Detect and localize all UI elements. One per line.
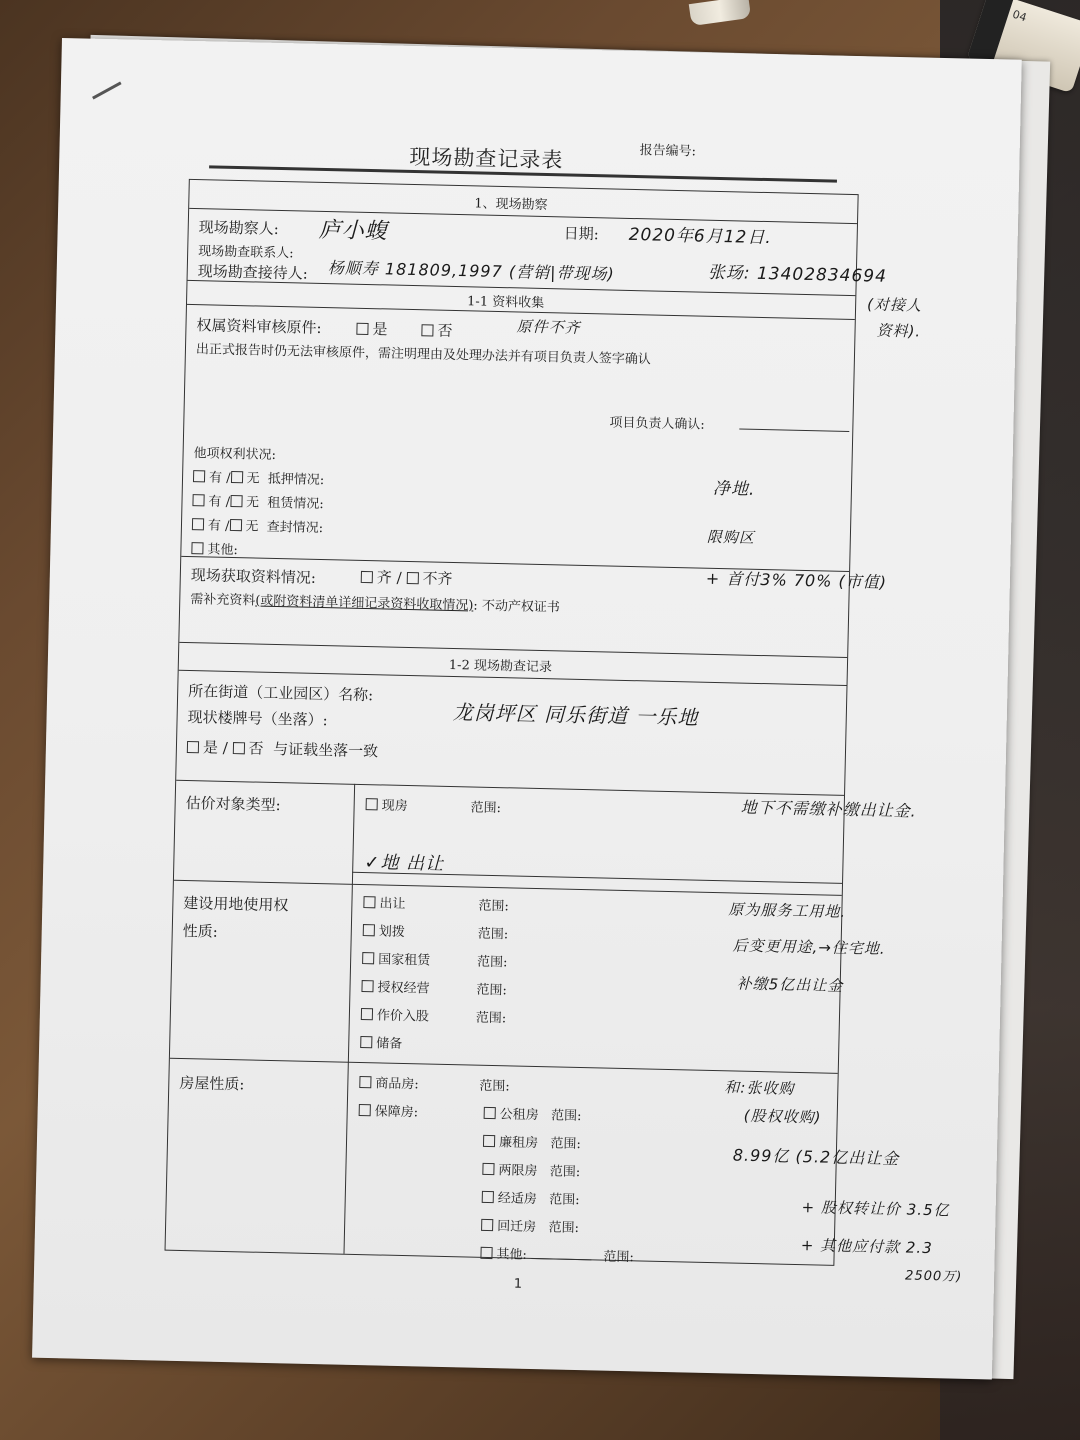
origin-yes-option[interactable]: 是	[356, 318, 387, 340]
house-sub-option[interactable]: 两限房 范围:	[482, 1159, 580, 1180]
signature-line	[739, 428, 849, 431]
form-table	[165, 179, 963, 1285]
range-label: 范围:	[476, 954, 508, 971]
house-note: (股权收购)	[743, 1106, 822, 1127]
staple	[92, 82, 122, 100]
inspector-label: 现场勘察人:	[198, 218, 279, 238]
column-line	[343, 784, 355, 1254]
side-note: 资料).	[876, 321, 922, 341]
supplement-row: 需补充资料(或附资料清单详细记录资料收取情况): 不动产权证书	[190, 592, 561, 616]
section-heading: 1-1 资料收集	[466, 294, 545, 312]
land-option[interactable]: 出让	[363, 892, 405, 912]
land-option[interactable]: 储备	[360, 1032, 402, 1052]
range-label: 范围:	[477, 926, 509, 943]
land-transfer-note: ✓地 出让	[364, 852, 445, 875]
street-label: 所在街道（工业园区）名称:	[188, 682, 374, 705]
land-option[interactable]: 授权经营	[361, 976, 429, 997]
house-note: 8.99亿 (5.2亿出让金	[732, 1145, 900, 1169]
range-label: 范围:	[470, 800, 502, 817]
house-sub-option[interactable]: 廉租房 范围:	[483, 1131, 581, 1152]
date-label: 日期:	[563, 224, 599, 244]
other-row: 其他:	[191, 538, 238, 558]
origin-no-option[interactable]: 否	[421, 319, 452, 341]
mortgage-row: 有 / 无 抵押情况:	[193, 466, 325, 488]
marker-pen: 04	[967, 0, 1080, 93]
land-note: 补缴5亿出让金	[736, 974, 844, 995]
house-label: 房屋性质:	[179, 1073, 245, 1094]
land-option[interactable]: 国家租赁	[362, 948, 430, 969]
inspection-form-paper	[32, 38, 1022, 1379]
land-option[interactable]: 作价入股	[361, 1004, 429, 1025]
range-label: 范围:	[476, 982, 508, 999]
object-note: 地下不需缴补缴出让金.	[740, 797, 917, 821]
land-note: 原为服务工用地.	[728, 900, 847, 922]
section-heading: 1、现场勘察	[474, 196, 548, 214]
lease-row: 有 / 无 租赁情况:	[192, 490, 324, 512]
page-number: 1	[513, 1276, 523, 1292]
house-note: 和:张收购	[724, 1078, 795, 1098]
land-note: 后变更用途,→住宅地.	[732, 936, 886, 958]
address-value: 龙岗坪区 同乐街道 一乐地	[452, 700, 699, 730]
house-note: 2500万)	[904, 1268, 963, 1285]
row-line	[170, 1058, 838, 1074]
range-label: 范围:	[479, 1078, 510, 1095]
contact-label: 现场勘查联系人:	[198, 244, 294, 262]
house-sub-option[interactable]: 回迁房 范围:	[481, 1215, 579, 1236]
land-use-label: 建设用地使用权	[183, 893, 289, 915]
receiver-phone: 张玚: 13402834694	[707, 262, 888, 287]
house-commercial-option[interactable]: 商品房:	[359, 1072, 419, 1092]
checkbox-checked[interactable]	[421, 324, 433, 336]
clean-land-note: 净地.	[712, 478, 756, 500]
origin-instruction: 出正式报告时仍无法审核原件，需注明理由及处理办法并有项目负责人签字确认	[195, 342, 652, 368]
object-type-label: 估价对象类型:	[185, 794, 281, 815]
receiver-value: 杨顺寿 181809,1997 (营销|带现场)	[327, 258, 615, 284]
seal-row: 有 / 无 查封情况:	[192, 514, 324, 536]
origin-check-label: 权属资料审核原件:	[196, 316, 322, 337]
plate-label: 现状楼牌号（坐落）:	[187, 708, 328, 730]
range-label: 范围:	[475, 1010, 507, 1027]
restricted-note: 限购区	[706, 527, 756, 547]
report-number-label: 报告编号:	[639, 143, 697, 160]
house-sub-option[interactable]: 经适房 范围:	[482, 1187, 580, 1208]
other-rights-label: 他项权利状况:	[193, 446, 277, 463]
house-other-option[interactable]: 其他: 范围:	[480, 1243, 634, 1265]
pm-confirm-label: 项目负责人确认:	[609, 415, 705, 433]
land-use-label-2: 性质:	[182, 921, 219, 941]
collect-label: 现场获取资料情况:	[190, 566, 317, 587]
consistent-row: 是 / 否 与证载坐落一致	[187, 736, 379, 761]
house-sub-option[interactable]: 公租房 范围:	[484, 1103, 582, 1124]
receiver-label: 现场勘查接待人:	[197, 262, 308, 283]
collect-options[interactable]: 齐 / 不齐	[361, 566, 453, 589]
side-note: (对接人	[866, 295, 923, 315]
house-affordable-option[interactable]: 保障房:	[359, 1100, 419, 1120]
form-title: 现场勘查记录表	[409, 144, 564, 173]
house-note: + 其他应付款 2.3	[800, 1236, 933, 1258]
range-label: 范围:	[478, 898, 509, 915]
section-heading: 1-2 现场勘查记录	[448, 657, 553, 676]
date-value: 2020年6月12日.	[628, 224, 772, 249]
existing-house-option[interactable]: 现房	[365, 794, 407, 814]
inspector-value: 庐小蝮	[318, 217, 388, 245]
house-note: + 股权转让价 3.5亿	[801, 1198, 950, 1220]
land-option[interactable]: 划拨	[363, 920, 405, 940]
checkbox[interactable]	[356, 323, 368, 335]
collect-note: + 首付3% 70% (市值)	[705, 568, 888, 592]
origin-note: 原件不齐	[516, 317, 581, 337]
